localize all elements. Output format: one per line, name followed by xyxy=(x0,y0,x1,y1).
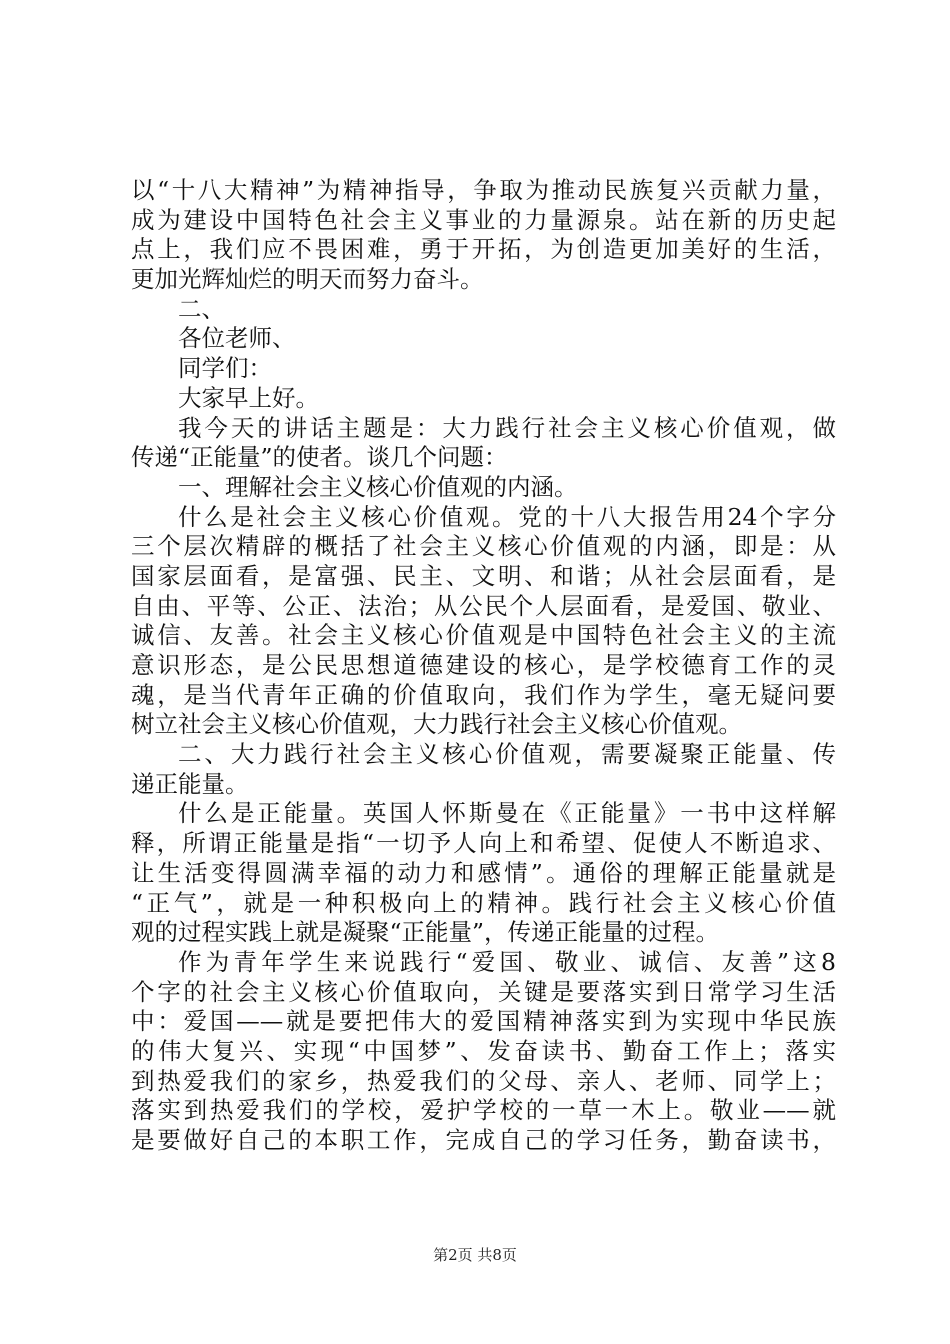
text-line: 落实到热爱我们的学校，爱护学校的一草一木上。敬业——就 xyxy=(131,1096,836,1125)
text-line: 递正能量。 xyxy=(131,769,249,798)
salutation-line: 各位老师、 xyxy=(178,324,296,353)
text-line: 魂，是当代青年正确的价值取向，我们作为学生，毫无疑问要 xyxy=(131,680,836,709)
page-footer xyxy=(0,1244,950,1265)
text-line: 三个层次精辟的概括了社会主义核心价值观的内涵，即是：从 xyxy=(131,532,836,561)
salutation-line: 同学们： xyxy=(178,354,272,383)
text-line: 释，所谓正能量是指“一切予人向上和希望、促使人不断追求、 xyxy=(131,829,836,858)
text-line: 让生活变得圆满幸福的动力和感情”。通俗的理解正能量就是 xyxy=(131,858,836,887)
text-line: 是要做好自己的本职工作，完成自己的学习任务，勤奋读书， xyxy=(131,1126,836,1154)
section-heading: 二、 xyxy=(178,294,225,323)
text-line: 什么是社会主义核心价值观。党的十八大报告用24个字分 xyxy=(178,502,836,531)
text-line: 诚信、友善。社会主义核心价值观是中国特色社会主义的主流 xyxy=(131,621,836,650)
text-line: 树立社会主义核心价值观，大力践行社会主义核心价值观。 xyxy=(131,710,742,739)
text-line: 观的过程实践上就是凝聚“正能量”，传递正能量的过程。 xyxy=(131,918,720,947)
text-line: 意识形态，是公民思想道德建设的核心，是学校德育工作的灵 xyxy=(131,651,836,679)
text-line: 到热爱我们的家乡，热爱我们的父母、亲人、老师、同学上； xyxy=(131,1066,836,1095)
document-body xyxy=(131,176,836,1156)
text-line: 自由、平等、公正、法治；从公民个人层面看，是爱国、敬业、 xyxy=(131,591,836,620)
subheading-line: 二、大力践行社会主义核心价值观，需要凝聚正能量、传 xyxy=(178,740,836,769)
text-line: 传递“正能量”的使者。谈几个问题： xyxy=(131,443,508,472)
text-line: 作为青年学生来说践行“爱国、敬业、诚信、友善”这8 xyxy=(178,947,836,976)
text-line: 个字的社会主义核心价值取向，关键是要落实到日常学习生活 xyxy=(131,977,836,1006)
text-line: 更加光辉灿烂的明天而努力奋斗。 xyxy=(131,265,484,294)
text-line: 点上，我们应不畏困难，勇于开拓，为创造更加美好的生活， xyxy=(131,235,836,264)
text-line: 国家层面看，是富强、民主、文明、和谐；从社会层面看，是 xyxy=(131,561,836,590)
text-line: 成为建设中国特色社会主义事业的力量源泉。站在新的历史起 xyxy=(131,205,836,234)
text-line: 什么是正能量。英国人怀斯曼在《正能量》一书中这样解 xyxy=(178,799,836,828)
text-line: 以“十八大精神”为精神指导，争取为推动民族复兴贡献力量， xyxy=(131,176,836,204)
text-line: 中：爱国——就是要把伟大的爱国精神落实到为实现中华民族 xyxy=(131,1007,836,1036)
page-number-label: 第2页 共8页 xyxy=(433,1246,517,1264)
text-line: 的伟大复兴、实现“中国梦”、发奋读书、勤奋工作上；落实 xyxy=(131,1036,836,1065)
greeting-line: 大家早上好。 xyxy=(178,383,319,412)
text-line: “正气”，就是一种积极向上的精神。践行社会主义核心价值 xyxy=(131,888,836,917)
text-line: 我今天的讲话主题是：大力践行社会主义核心价值观，做 xyxy=(178,413,836,442)
subheading-line: 一、理解社会主义核心价值观的内涵。 xyxy=(178,472,578,501)
